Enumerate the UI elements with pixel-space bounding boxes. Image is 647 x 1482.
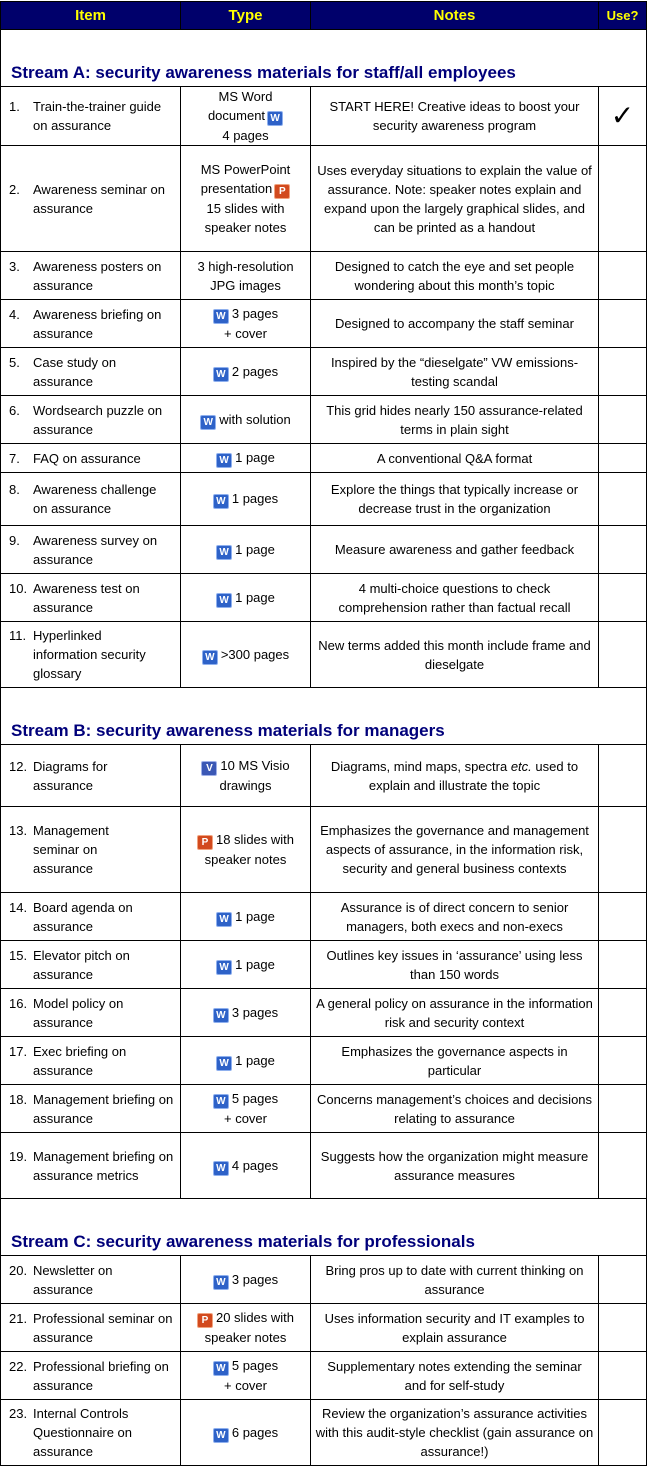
stream-b-title: Stream B: security awareness materials for managers xyxy=(1,688,647,745)
item-cell xyxy=(1,396,181,444)
notes-cell: A conventional Q&A format xyxy=(311,444,599,473)
item-number: 3. xyxy=(9,258,20,274)
item-cell xyxy=(1,807,181,893)
type-text: 2 pages xyxy=(231,363,279,379)
notes-cell: Designed to catch the eye and set people wondering about this month’s topic xyxy=(311,252,599,300)
type-cell xyxy=(181,300,311,348)
notes-cell: This grid hides nearly 150 assurance-related terms in plain sight xyxy=(311,396,599,444)
use-cell[interactable] xyxy=(599,526,647,574)
item-number: 17. xyxy=(9,1043,28,1059)
table-row xyxy=(1,526,647,574)
stream-a-section xyxy=(1,30,647,688)
type-text: 1 pages xyxy=(231,491,279,506)
item-number: 2. xyxy=(9,181,20,197)
item-title: Elevator pitch on assurance xyxy=(33,947,130,982)
header-item: Item xyxy=(1,2,181,30)
item-number: 18. xyxy=(9,1091,28,1107)
item-title: Awareness briefing on assurance xyxy=(33,306,162,341)
notes-text-italic: etc. xyxy=(510,758,532,774)
notes-text: used to explain and illustrate the topic xyxy=(368,758,579,793)
item-cell xyxy=(1,87,181,146)
notes-cell: 4 multi-choice questions to check comprehension rather than factual recall xyxy=(311,574,599,622)
item-number: 11. xyxy=(9,628,27,643)
item-title: Awareness survey on assurance xyxy=(33,532,158,567)
type-line: 3 pages xyxy=(231,306,279,321)
stream-heading-row xyxy=(1,1199,647,1256)
use-cell[interactable] xyxy=(599,146,647,252)
stream-heading-row xyxy=(1,30,647,87)
notes-cell: Emphasizes the governance aspects in particular xyxy=(311,1037,599,1085)
type-text: 1 page xyxy=(235,541,275,557)
visio-icon: V xyxy=(201,761,217,776)
type-line: MS Word xyxy=(218,89,273,104)
use-cell[interactable] xyxy=(599,1133,647,1199)
notes-cell: New terms added this month include frame and dieselgate xyxy=(311,622,599,688)
item-number: 7. xyxy=(9,450,20,466)
type-cell xyxy=(181,1304,311,1352)
table-row xyxy=(1,300,647,348)
item-number: 5. xyxy=(9,354,20,370)
type-cell xyxy=(181,473,311,526)
item-number: 10. xyxy=(9,580,28,596)
item-number: 14. xyxy=(9,899,28,915)
word-doc-icon: W xyxy=(200,415,216,430)
word-doc-icon: W xyxy=(213,367,229,382)
item-title: Case study on assurance xyxy=(33,354,117,389)
type-cell xyxy=(181,1037,311,1085)
word-doc-icon: W xyxy=(267,111,283,126)
type-text: 1 page xyxy=(235,450,275,465)
notes-cell xyxy=(311,745,599,807)
type-text: 4 pages xyxy=(231,1157,279,1173)
type-text: 6 pages xyxy=(231,1424,279,1440)
word-doc-icon: W xyxy=(216,453,232,468)
type-line: 5 pages xyxy=(231,1091,279,1106)
use-cell[interactable] xyxy=(599,473,647,526)
type-line: drawings xyxy=(219,778,272,793)
table-row xyxy=(1,1304,647,1352)
type-cell xyxy=(181,348,311,396)
word-doc-icon: W xyxy=(202,650,218,665)
type-line: 5 pages xyxy=(231,1358,279,1373)
item-cell xyxy=(1,348,181,396)
item-cell xyxy=(1,1133,181,1199)
notes-cell: Uses information security and IT examples to explain assurance xyxy=(311,1304,599,1352)
table-row xyxy=(1,807,647,893)
item-cell xyxy=(1,745,181,807)
notes-cell: Designed to accompany the staff seminar xyxy=(311,300,599,348)
notes-cell: Emphasizes the governance and management aspects of assurance, in the information risk, security and general business contexts xyxy=(311,807,599,893)
type-line: 20 slides with xyxy=(215,1310,295,1325)
item-number: 6. xyxy=(9,402,20,418)
table-row xyxy=(1,574,647,622)
item-title: Professional briefing on assurance xyxy=(33,1358,169,1393)
item-cell xyxy=(1,1256,181,1304)
type-text: with solution xyxy=(219,411,291,427)
type-cell xyxy=(181,989,311,1037)
item-cell xyxy=(1,444,181,473)
item-number: 12. xyxy=(9,758,28,774)
header-use: Use? xyxy=(599,2,647,30)
table-row xyxy=(1,473,647,526)
type-line: + cover xyxy=(224,326,267,341)
header-notes: Notes xyxy=(311,2,599,30)
use-cell[interactable] xyxy=(599,444,647,473)
use-cell[interactable] xyxy=(599,941,647,989)
item-number: 9. xyxy=(9,532,20,548)
item-number: 8. xyxy=(9,482,20,497)
stream-c-section xyxy=(1,1199,647,1466)
table-row xyxy=(1,146,647,252)
item-number: 1. xyxy=(9,99,20,114)
word-doc-icon: W xyxy=(213,1161,229,1176)
item-number: 16. xyxy=(9,995,28,1011)
word-doc-icon: W xyxy=(213,1008,229,1023)
type-cell xyxy=(181,146,311,252)
stream-a-title: Stream A: security awareness materials for staff/all employees xyxy=(1,30,647,87)
use-cell[interactable] xyxy=(599,300,647,348)
type-cell xyxy=(181,444,311,473)
item-cell xyxy=(1,1085,181,1133)
type-text: 1 page xyxy=(235,1052,275,1068)
stream-heading-row xyxy=(1,688,647,745)
type-cell xyxy=(181,526,311,574)
table-row xyxy=(1,1037,647,1085)
notes-text: Diagrams, mind maps, spectra xyxy=(330,758,511,774)
table-row xyxy=(1,745,647,807)
type-cell xyxy=(181,745,311,807)
type-text: 1 page xyxy=(235,956,275,972)
word-doc-icon: W xyxy=(213,494,229,509)
use-cell[interactable] xyxy=(599,989,647,1037)
table-row xyxy=(1,1400,647,1466)
item-title: Wordsearch puzzle on assurance xyxy=(33,402,163,437)
type-cell xyxy=(181,941,311,989)
table-row xyxy=(1,348,647,396)
type-text: 3 pages xyxy=(231,1271,279,1287)
notes-cell: Explore the things that typically increase or decrease trust in the organization xyxy=(311,473,599,526)
type-line: 4 pages xyxy=(222,128,269,143)
header-type: Type xyxy=(181,2,311,30)
table-row xyxy=(1,1133,647,1199)
item-title: Model policy on assurance xyxy=(33,995,124,1030)
item-cell xyxy=(1,941,181,989)
stream-b-section xyxy=(1,688,647,1199)
item-cell xyxy=(1,526,181,574)
use-cell[interactable] xyxy=(599,1085,647,1133)
use-checkmark[interactable]: ✓ xyxy=(599,87,647,146)
word-doc-icon: W xyxy=(216,960,232,975)
item-title: Management briefing on assurance xyxy=(33,1091,174,1126)
table-row xyxy=(1,87,647,146)
item-number: 22. xyxy=(9,1358,28,1374)
item-cell xyxy=(1,989,181,1037)
item-cell xyxy=(1,1037,181,1085)
type-line: speaker notes xyxy=(204,1330,287,1345)
word-doc-icon: W xyxy=(216,545,232,560)
table-row xyxy=(1,941,647,989)
type-line: 18 slides with xyxy=(215,832,295,847)
notes-cell: Suggests how the organization might measure assurance measures xyxy=(311,1133,599,1199)
item-cell xyxy=(1,252,181,300)
powerpoint-icon: P xyxy=(197,1313,213,1328)
type-cell xyxy=(181,1256,311,1304)
type-cell xyxy=(181,87,311,146)
word-doc-icon: W xyxy=(213,1094,229,1109)
powerpoint-icon: P xyxy=(274,184,290,199)
table-row xyxy=(1,252,647,300)
item-cell xyxy=(1,473,181,526)
item-title: Newsletter on assurance xyxy=(33,1262,113,1297)
item-title: Awareness posters on assurance xyxy=(33,258,162,293)
notes-cell: Bring pros up to date with current thinking on assurance xyxy=(311,1256,599,1304)
notes-cell: Assurance is of direct concern to senior managers, both execs and non-execs xyxy=(311,893,599,941)
notes-cell: Uses everyday situations to explain the value of assurance. Note: speaker notes explain and expand upon the largely graphical slides, and can be printed as a handout xyxy=(311,146,599,252)
type-text: 1 page xyxy=(235,589,275,605)
item-number: 21. xyxy=(9,1310,28,1326)
notes-cell: Inspired by the “dieselgate” VW emissions-testing scandal xyxy=(311,348,599,396)
table-row xyxy=(1,1085,647,1133)
use-cell[interactable] xyxy=(599,1304,647,1352)
notes-cell: A general policy on assurance in the information risk and security context xyxy=(311,989,599,1037)
use-cell[interactable] xyxy=(599,1037,647,1085)
item-title: Awareness seminar on assurance xyxy=(33,181,165,216)
notes-cell: Supplementary notes extending the seminar and for self-study xyxy=(311,1352,599,1400)
type-line: 10 MS Visio xyxy=(220,758,290,773)
use-cell[interactable] xyxy=(599,574,647,622)
item-number: 15. xyxy=(9,947,28,963)
item-title: Professional seminar on assurance xyxy=(33,1310,173,1345)
word-doc-icon: W xyxy=(216,1056,232,1071)
item-title: Management seminar on assurance xyxy=(33,823,109,876)
item-title: Awareness test on assurance xyxy=(33,580,140,615)
table-row xyxy=(1,989,647,1037)
item-title: Board agenda on assurance xyxy=(33,899,133,934)
table-row xyxy=(1,893,647,941)
notes-cell: Concerns management’s choices and decisions relating to assurance xyxy=(311,1085,599,1133)
use-cell[interactable] xyxy=(599,1256,647,1304)
type-text: 3 pages xyxy=(231,1004,279,1020)
item-title: Internal Controls Questionnaire on assurance xyxy=(33,1406,133,1459)
use-cell[interactable] xyxy=(599,622,647,688)
type-text: 1 page xyxy=(235,908,275,924)
item-cell xyxy=(1,300,181,348)
word-doc-icon: W xyxy=(216,593,232,608)
use-cell[interactable] xyxy=(599,745,647,807)
type-line: + cover xyxy=(224,1378,267,1393)
item-cell xyxy=(1,1400,181,1466)
item-cell xyxy=(1,574,181,622)
type-cell xyxy=(181,807,311,893)
stream-c-title: Stream C: security awareness materials for professionals xyxy=(1,1199,647,1256)
item-number: 23. xyxy=(9,1406,28,1421)
type-text: >300 pages xyxy=(220,646,290,662)
item-number: 20. xyxy=(9,1262,28,1278)
notes-cell: Outlines key issues in ‘assurance’ using less than 150 words xyxy=(311,941,599,989)
type-cell xyxy=(181,1085,311,1133)
type-line: 15 slides with speaker notes xyxy=(204,201,287,235)
type-cell xyxy=(181,1352,311,1400)
type-cell xyxy=(181,1133,311,1199)
word-doc-icon: W xyxy=(213,1275,229,1290)
type-line: + cover xyxy=(224,1111,267,1126)
item-title: Train-the-trainer guide on assurance xyxy=(33,99,162,133)
item-number: 4. xyxy=(9,306,20,322)
use-cell[interactable] xyxy=(599,1352,647,1400)
item-cell xyxy=(1,893,181,941)
type-cell xyxy=(181,574,311,622)
item-title: Diagrams for assurance xyxy=(33,758,108,793)
notes-cell: START HERE! Creative ideas to boost your security awareness program xyxy=(311,87,599,146)
type-cell xyxy=(181,622,311,688)
item-title: FAQ on assurance xyxy=(33,450,141,466)
item-number: 19. xyxy=(9,1148,28,1164)
item-cell xyxy=(1,1304,181,1352)
item-cell xyxy=(1,622,181,688)
use-cell[interactable] xyxy=(599,252,647,300)
powerpoint-icon: P xyxy=(197,835,213,850)
type-cell xyxy=(181,1400,311,1466)
use-cell[interactable] xyxy=(599,807,647,893)
word-doc-icon: W xyxy=(213,309,229,324)
type-cell xyxy=(181,893,311,941)
type-line: speaker notes xyxy=(204,852,287,867)
item-cell xyxy=(1,146,181,252)
item-title: Exec briefing on assurance xyxy=(33,1043,127,1078)
type-line: MS PowerPoint xyxy=(200,162,291,177)
notes-cell: Measure awareness and gather feedback xyxy=(311,526,599,574)
type-line: document xyxy=(207,108,266,123)
table-row xyxy=(1,622,647,688)
table-row xyxy=(1,1256,647,1304)
materials-table xyxy=(0,1,647,1466)
table-row xyxy=(1,444,647,473)
table-row xyxy=(1,396,647,444)
item-number: 13. xyxy=(9,823,28,838)
type-line: presentation xyxy=(200,181,273,196)
item-cell xyxy=(1,1352,181,1400)
type-cell: 3 high-resolution JPG images xyxy=(181,252,311,300)
header-row xyxy=(1,2,647,30)
use-cell[interactable] xyxy=(599,1400,647,1466)
word-doc-icon: W xyxy=(213,1361,229,1376)
word-doc-icon: W xyxy=(213,1428,229,1443)
use-cell[interactable] xyxy=(599,348,647,396)
item-title: Awareness challenge on assurance xyxy=(33,482,157,516)
notes-cell: Review the organization’s assurance activities with this audit-style checklist (gain assurance on assurance!) xyxy=(311,1400,599,1466)
word-doc-icon: W xyxy=(216,912,232,927)
table-row xyxy=(1,1352,647,1400)
item-title: Management briefing on assurance metrics xyxy=(33,1148,174,1183)
type-cell xyxy=(181,396,311,444)
item-title: Hyperlinked information security glossary xyxy=(33,628,146,681)
use-cell[interactable] xyxy=(599,396,647,444)
use-cell[interactable] xyxy=(599,893,647,941)
